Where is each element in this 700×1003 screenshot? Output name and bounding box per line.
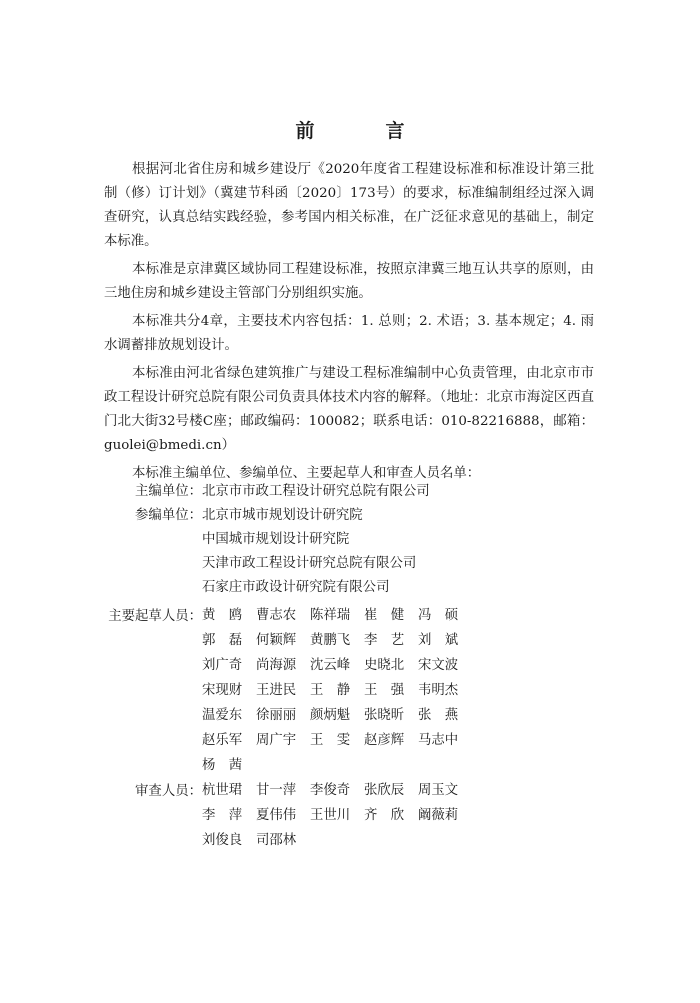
drafter-name: 王 静: [310, 683, 351, 698]
reviewer-name: 刘俊良: [202, 833, 243, 848]
reviewer-name: 周玉文: [418, 783, 459, 798]
drafter-name: 王 雯: [310, 733, 351, 748]
participating-unit: 石家庄市政设计研究院有限公司: [202, 580, 390, 595]
drafter-name: 黄鹏飞: [310, 633, 351, 648]
reviewers-row: [104, 779, 604, 854]
drafter-name: 何颖辉: [256, 633, 297, 648]
drafter-name: 郭 磊: [202, 633, 243, 648]
drafter-name: 张 燕: [418, 708, 459, 723]
reviewer-name: 阚薇莉: [418, 808, 459, 823]
drafter-name: 宋文波: [418, 658, 459, 673]
chief-unit-value: 北京市市政工程设计研究总院有限公司: [202, 484, 430, 499]
drafter-name: 曹志农: [256, 608, 297, 623]
reviewer-name: 甘一萍: [256, 783, 297, 798]
drafter-name: 黄 鸥: [202, 608, 243, 623]
unit-list: [104, 480, 604, 600]
drafter-name: 韦明杰: [418, 683, 459, 698]
participating-units-row: [104, 504, 604, 528]
reviewer-name: 齐 欣: [364, 808, 405, 823]
drafter-name: 尚海源: [256, 658, 297, 673]
drafter-name: 颜炳魁: [310, 708, 351, 723]
participating-unit: 北京市城市规划设计研究院: [202, 508, 363, 523]
drafter-name: 温爱东: [202, 708, 243, 723]
drafter-name: 史晓北: [364, 658, 405, 673]
drafter-name: 赵彦辉: [364, 733, 405, 748]
drafter-name: 徐丽丽: [256, 708, 297, 723]
drafter-name: 刘 斌: [418, 633, 459, 648]
drafters-label: 主要起草人员：: [108, 609, 202, 624]
drafter-name: 王进民: [256, 683, 297, 698]
paragraph-1: 根据河北省住房和城乡建设厅《2020年度省工程建设标准和标准设计第三批制（修）订计划》（冀建节科函〔2020〕173号）的要求，标准编制组经过深入调查研究，认真总结实践经验，参考国内相关标准，在广泛征求意见的基础上，制定本标准。: [104, 162, 594, 249]
reviewers-names: [202, 779, 472, 854]
chief-unit-row: [104, 480, 604, 504]
reviewers-section: [104, 779, 604, 854]
page-title: 前 言: [295, 120, 431, 142]
drafter-name: 宋现财: [202, 683, 243, 698]
drafter-name: 赵乐军: [202, 733, 243, 748]
paragraph-4: 本标准由河北省绿色建筑推广与建设工程标准编制中心负责管理，由北京市市政工程设计研究总院有限公司负责具体技术内容的解释。（地址：北京市海淀区西直门北大街32号楼C座；邮政编码：100082；联系电话：010-82216888，邮箱：guolei@bmedi.cn）: [104, 366, 594, 453]
drafter-name: 马志中: [418, 733, 459, 748]
preface-body: [104, 158, 594, 486]
reviewer-name: 杭世珺: [202, 783, 243, 798]
reviewer-name: 张欣辰: [364, 783, 405, 798]
drafter-name: 王 强: [364, 683, 405, 698]
participating-units-label: 参编单位：: [135, 508, 202, 523]
drafters-section: [104, 604, 604, 779]
chief-unit-label: 主编单位：: [135, 484, 202, 499]
reviewer-name: 李 萍: [202, 808, 243, 823]
drafter-name: 刘广奇: [202, 658, 243, 673]
drafter-name: 杨 茜: [202, 758, 243, 773]
reviewers-label: 审查人员：: [135, 784, 202, 799]
drafters-row: [104, 604, 604, 779]
drafters-names: [202, 604, 472, 779]
drafter-name: 冯 硕: [418, 608, 459, 623]
paragraph-3: 本标准共分4章，主要技术内容包括：1. 总则；2. 术语；3. 基本规定；4. 雨水调蓄排放规划设计。: [104, 314, 594, 353]
reviewer-name: 夏伟伟: [256, 808, 297, 823]
participating-unit: 天津市政工程设计研究总院有限公司: [202, 556, 417, 571]
drafter-name: 李 艺: [364, 633, 405, 648]
reviewer-name: 司邵林: [256, 833, 297, 848]
paragraph-5: 本标准主编单位、参编单位、主要起草人和审查人员名单：: [132, 466, 481, 481]
reviewer-name: 王世川: [310, 808, 351, 823]
drafter-name: 陈祥瑞: [310, 608, 351, 623]
drafter-name: 张晓昕: [364, 708, 405, 723]
reviewer-name: 李俊奇: [310, 783, 351, 798]
participating-units-more: [202, 528, 604, 600]
paragraph-2: 本标准是京津冀区域协同工程建设标准，按照京津冀三地互认共享的原则，由三地住房和城乡建设主管部门分别组织实施。: [104, 262, 594, 301]
drafter-name: 崔 健: [364, 608, 405, 623]
drafter-name: 周广宇: [256, 733, 297, 748]
drafter-name: 沈云峰: [310, 658, 351, 673]
participating-unit: 中国城市规划设计研究院: [202, 532, 350, 547]
